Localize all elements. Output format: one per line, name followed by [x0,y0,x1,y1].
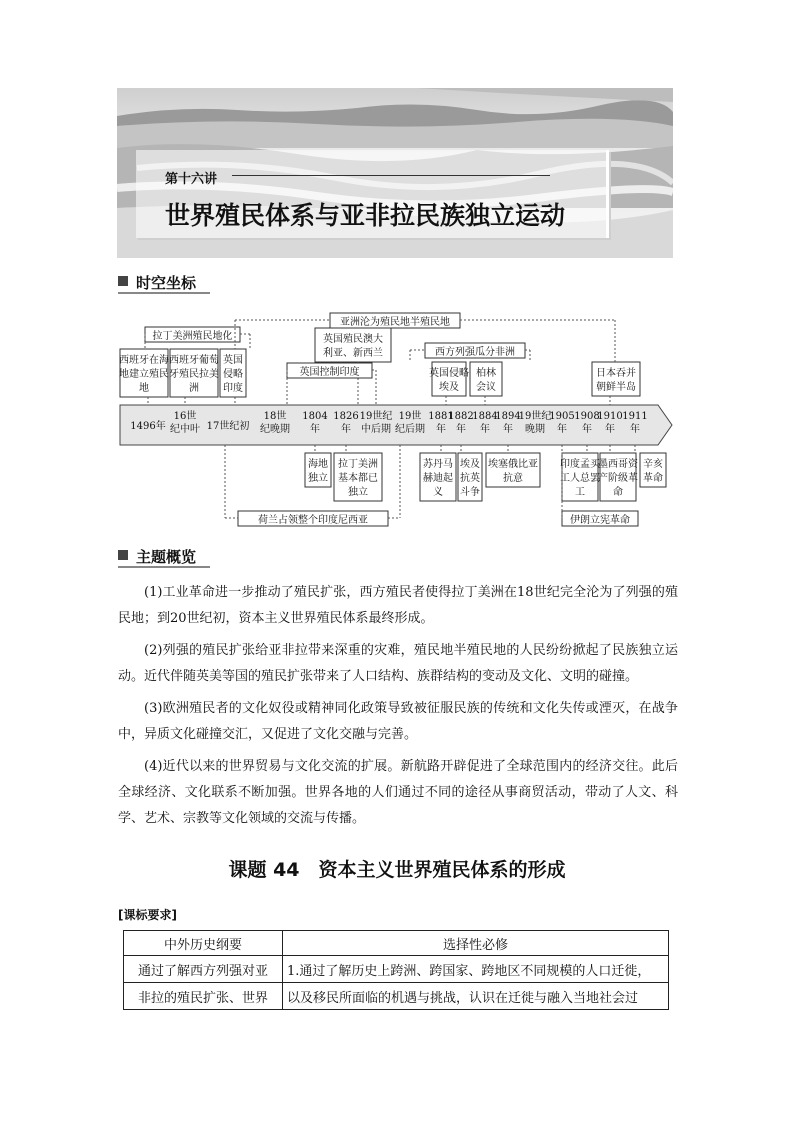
axis-label: 16世 [173,411,197,422]
table-header-row [124,931,669,956]
bracket-text: 拉丁美洲殖民地化 [152,331,233,342]
axis-label: 年 [310,424,320,435]
table-header-cell: 中外历史纲要 [124,931,283,956]
bracket-text: 英国控制印度 [299,367,360,378]
axis-label: 纪中叶 [170,424,200,435]
bottom-event-text: 埃塞俄比亚 [488,459,538,470]
axis-label: 1804 [302,411,328,422]
bottom-event-text: 命 [613,487,623,498]
top-event-text: 西班牙在海 [119,355,169,366]
top-event-text: 埃及 [439,382,459,393]
top-event-text: 日本吞并 [596,368,636,379]
bottom-event-text: 海地 [308,459,328,470]
axis-label: 1905 [549,411,575,422]
axis-label: 1882 [448,411,474,422]
bottom-event-text: 斗争 [460,487,480,498]
bracket-text: 西方列强瓜分非洲 [435,347,515,358]
bottom-event-text: 独立 [308,473,328,484]
bottom-event-text: 独立 [348,487,368,498]
top-event-text: 地建立殖民 [119,369,169,380]
overview-text [118,580,678,832]
top-event-text: 利亚、新西兰 [323,348,383,359]
axis-label: 1496年 [130,421,166,432]
table-row [124,983,669,1010]
bottom-event-text: 埃及 [460,459,480,470]
top-event-text: 会议 [476,382,496,393]
axis-label: 纪晚期 [260,424,290,435]
bottom-event-text: 工人总罢 [560,473,600,484]
axis-label: 19世 [398,411,422,422]
axis-label: 1908 [574,411,600,422]
top-event-text: 洲 [189,383,199,394]
axis-label: 年 [557,424,567,435]
timeline-diagram [110,305,680,530]
bottom-event-text: 辛亥 [643,459,663,470]
cell-line: 1.通过了解历史上跨洲、跨国家、跨地区不同规模的人口迁徙， [287,963,651,979]
top-event-text: 英国殖民澳大 [323,334,383,345]
table-row [124,956,669,983]
axis-label: 19世纪 [518,411,552,422]
axis-label: 17世纪初 [206,421,250,432]
section-label: 时空坐标 [136,274,197,292]
bottom-event-text: 基本都已 [338,473,378,484]
axis-label: 19世纪 [359,411,393,422]
table-cell [283,956,669,983]
section-square-icon [118,550,128,560]
top-event-text: 侵略 [223,369,243,380]
axis-label: 晚期 [525,424,545,435]
axis-label: 1884 [472,411,498,422]
bottom-event-text: 赫迪起 [423,473,453,484]
top-event-text: 地 [139,383,149,394]
bracket-text: 亚洲沦为殖民地半殖民地 [340,317,450,328]
axis-label: 年 [436,424,446,435]
top-event-text: 牙殖民拉美 [169,369,219,380]
section-underline [118,292,210,294]
axis-label: 年 [605,424,615,435]
lecture-number: 第十六讲 [165,172,218,187]
axis-label: 中后期 [361,424,391,435]
bracket-text: 荷兰占领整个印度尼西亚 [258,515,368,526]
top-event-text: 西班牙葡萄 [169,355,219,366]
top-event-text: 英国侵略 [429,368,469,379]
cell-line: 以及移民所面临的机遇与挑战，认识在迁徙与融入当地社会过 [287,990,639,1006]
bottom-event-text: 苏丹马 [423,459,453,470]
overview-paragraph: (1)工业革命进一步推动了殖民扩张，西方殖民者使得拉丁美洲在18世纪完全沦为了列强的殖民地；到20世纪初，资本主义世界殖民体系最终形成。 [118,585,678,626]
lecture-rule [232,175,550,176]
cell-line: 通过了解西方列强对亚 [137,963,268,979]
axis-label: 年 [456,424,466,435]
overview-paragraph: (4)近代以来的世界贸易与文化交流的扩展。新航路开辟促进了全球范围内的经济交往。此后全球经济、文化联系不断加强。世界各地的人们通过不同的途径从事商贸活动，带动了人文、科学、艺术、宗教等文化领域的交流与传播。 [118,759,678,826]
timeline-svg [110,305,680,530]
section-label: 主题概览 [136,548,197,566]
section-underline [118,566,210,568]
top-event-text: 英国 [223,355,243,366]
axis-label: 年 [630,424,640,435]
axis-label: 1911 [622,411,648,422]
lesson-title: 课题 44 资本主义世界殖民体系的形成 [228,859,566,881]
top-event-text: 朝鲜半岛 [596,382,636,393]
bottom-event-text: 产阶级革 [598,473,638,484]
bottom-event-text: 工 [575,487,585,498]
axis-label: 18世 [263,411,287,422]
bottom-event-text: 革命 [643,473,663,484]
section-square-icon [118,276,128,286]
bottom-event-text: 墨西哥资 [598,459,638,470]
axis-label: 1881 [428,411,454,422]
axis-label: 年 [341,424,351,435]
axis-label: 年 [503,424,513,435]
top-event-text: 印度 [223,383,243,394]
cell-line: 非拉的殖民扩张、世界 [137,990,268,1006]
bottom-event-text: 义 [433,487,443,498]
requirements-table [123,930,669,1010]
top-event-text: 柏林 [476,368,496,379]
page-title: 世界殖民体系与亚非拉民族独立运动 [165,201,566,230]
table-cell [124,983,283,1010]
bracket-text: 伊朗立宪革命 [570,515,630,526]
axis-label: 年 [480,424,490,435]
axis-label: 1826 [333,411,359,422]
axis-label: 1894 [495,411,521,422]
bottom-event-text: 抗英 [460,473,480,484]
bottom-event-text: 抗意 [503,473,523,484]
axis-label: 1910 [597,411,623,422]
bottom-event-text: 拉丁美洲 [338,459,378,470]
table-cell [283,983,669,1010]
axis-label: 纪后期 [395,424,425,435]
axis-label: 年 [582,424,592,435]
overview-paragraph: (2)列强的殖民扩张给亚非拉带来深重的灾难，殖民地半殖民地的人民纷纷掀起了民族独立运动。近代伴随英美等国的殖民扩张带来了人口结构、族群结构的变动及文化、文明的碰撞。 [118,643,678,684]
table-cell [124,956,283,983]
overview-paragraph: (3)欧洲殖民者的文化奴役或精神同化政策导致被征服民族的传统和文化失传或湮灭，在战争中，异质文化碰撞交汇，又促进了文化交融与完善。 [118,701,678,742]
requirements-label: [课标要求] [118,908,177,922]
bottom-event-text: 印度孟买 [560,459,600,470]
table-header-cell: 选择性必修 [283,931,669,956]
